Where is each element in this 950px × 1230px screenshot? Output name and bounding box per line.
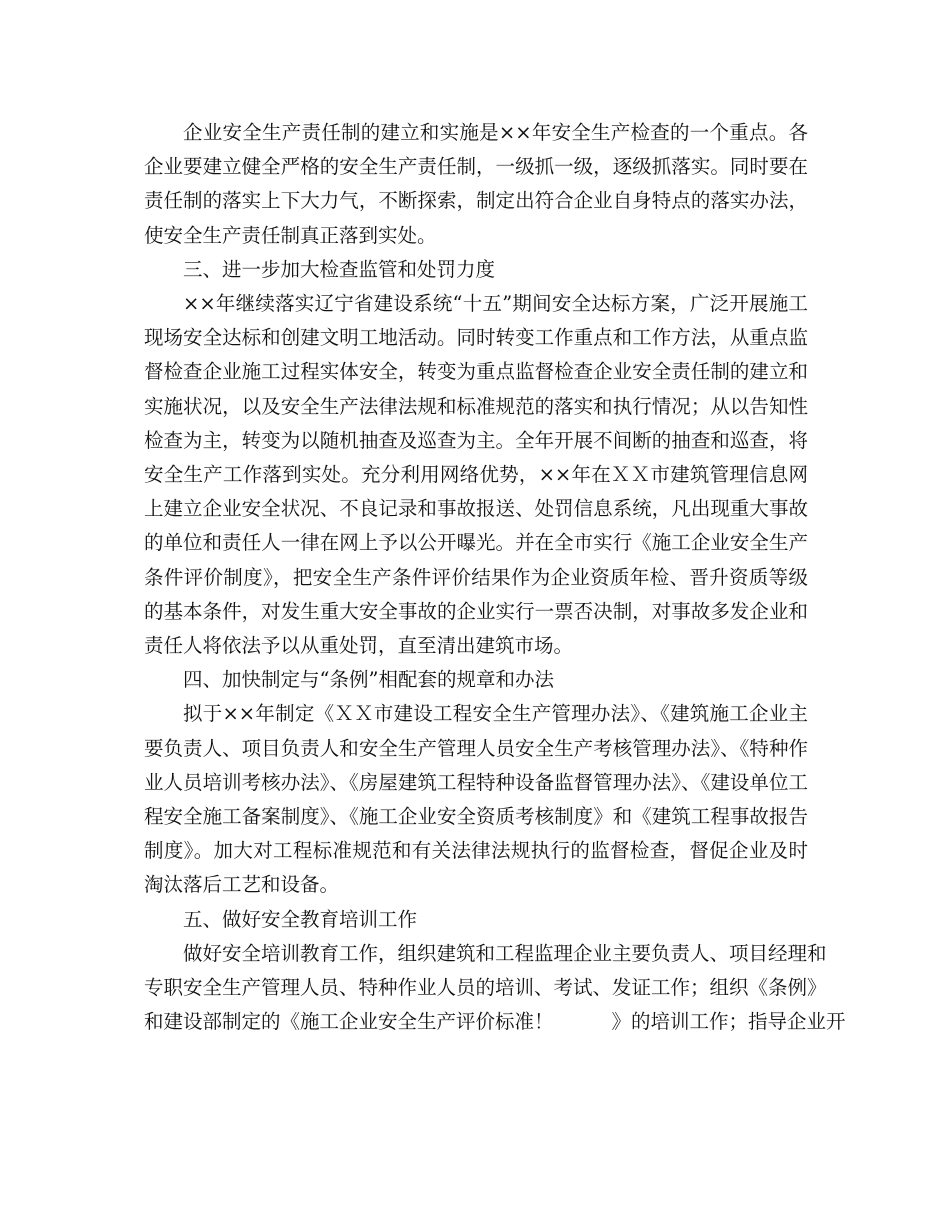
paragraph-responsibility: 企业安全生产责任制的建立和实施是××年安全生产检查的一个重点。各企业要建立健全严格的安全生产责任制，一级抓一级，逐级抓落实。同时要在责任制的落实上下大力气，不断探索，制定出符合企业自身特点的落实办法，使安全生产责任制真正落到实处。 bbox=[144, 121, 808, 247]
section-heading-5: 五、做好安全教育培训工作 bbox=[183, 907, 418, 931]
training-line-1: 做好安全培训教育工作，组织建筑和工程监理企业主要负责人、项目经理和 bbox=[183, 941, 827, 965]
section-heading-4: 四、加快制定与“条例”相配套的规章和办法 bbox=[183, 668, 554, 692]
training-line-3-start: 和建设部制定的《施工企业安全生产评价标准！ bbox=[144, 1010, 554, 1034]
document-page bbox=[144, 116, 846, 1039]
section-heading-3: 三、进一步加大检查监管和处罚力度 bbox=[183, 257, 496, 281]
paragraph-training bbox=[144, 937, 846, 1040]
paragraph-regulations: 拟于××年制定《ＸＸ市建设工程安全生产管理办法》、《建筑施工企业主要负责人、项目负责人和安全生产管理人员安全生产考核管理办法》、《特种作业人员培训考核办法》、《房屋建筑工程特种设备监督管理办法》、《建设单位工程安全施工备案制度》、《施工企业安全资质考核制度》和《建筑工程事故报告制度》。加大对工程标准规范和有关法律法规执行的监督检查，督促企业及时淘汰落后工艺和设备。 bbox=[144, 702, 808, 897]
training-line-3 bbox=[144, 1005, 846, 1039]
training-line-3-end: 》的培训工作；指导企业开 bbox=[611, 1010, 846, 1034]
paragraph-inspection: ××年继续落实辽宁省建设系统“十五”期间安全达标方案，广泛开展施工现场安全达标和创建文明工地活动。同时转变工作重点和工作方法，从重点监督检查企业施工过程实体安全，转变为重点监督检查企业安全责任制的建立和实施状况，以及安全生产法律法规和标准规范的落实和执行情况；从以告知性检查为主，转变为以随机抽查及巡查为主。全年开展不间断的抽查和巡查，将安全生产工作落到实处。充分利用网络优势，××年在ＸＸ市建筑管理信息网上建立企业安全状况、不良记录和事故报送、处罚信息系统，凡出现重大事故的单位和责任人一律在网上予以公开曝光。并在全市实行《施工企业安全生产条件评价制度》，把安全生产条件评价结果作为企业资质年检、晋升资质等级的基本条件，对发生重大安全事故的企业实行一票否决制，对事故多发企业和责任人将依法予以从重处罚，直至清出建筑市场。 bbox=[144, 292, 808, 658]
training-line-2: 专职安全生产管理人员、特种作业人员的培训、考试、发证工作；组织《条例》 bbox=[144, 976, 827, 1000]
